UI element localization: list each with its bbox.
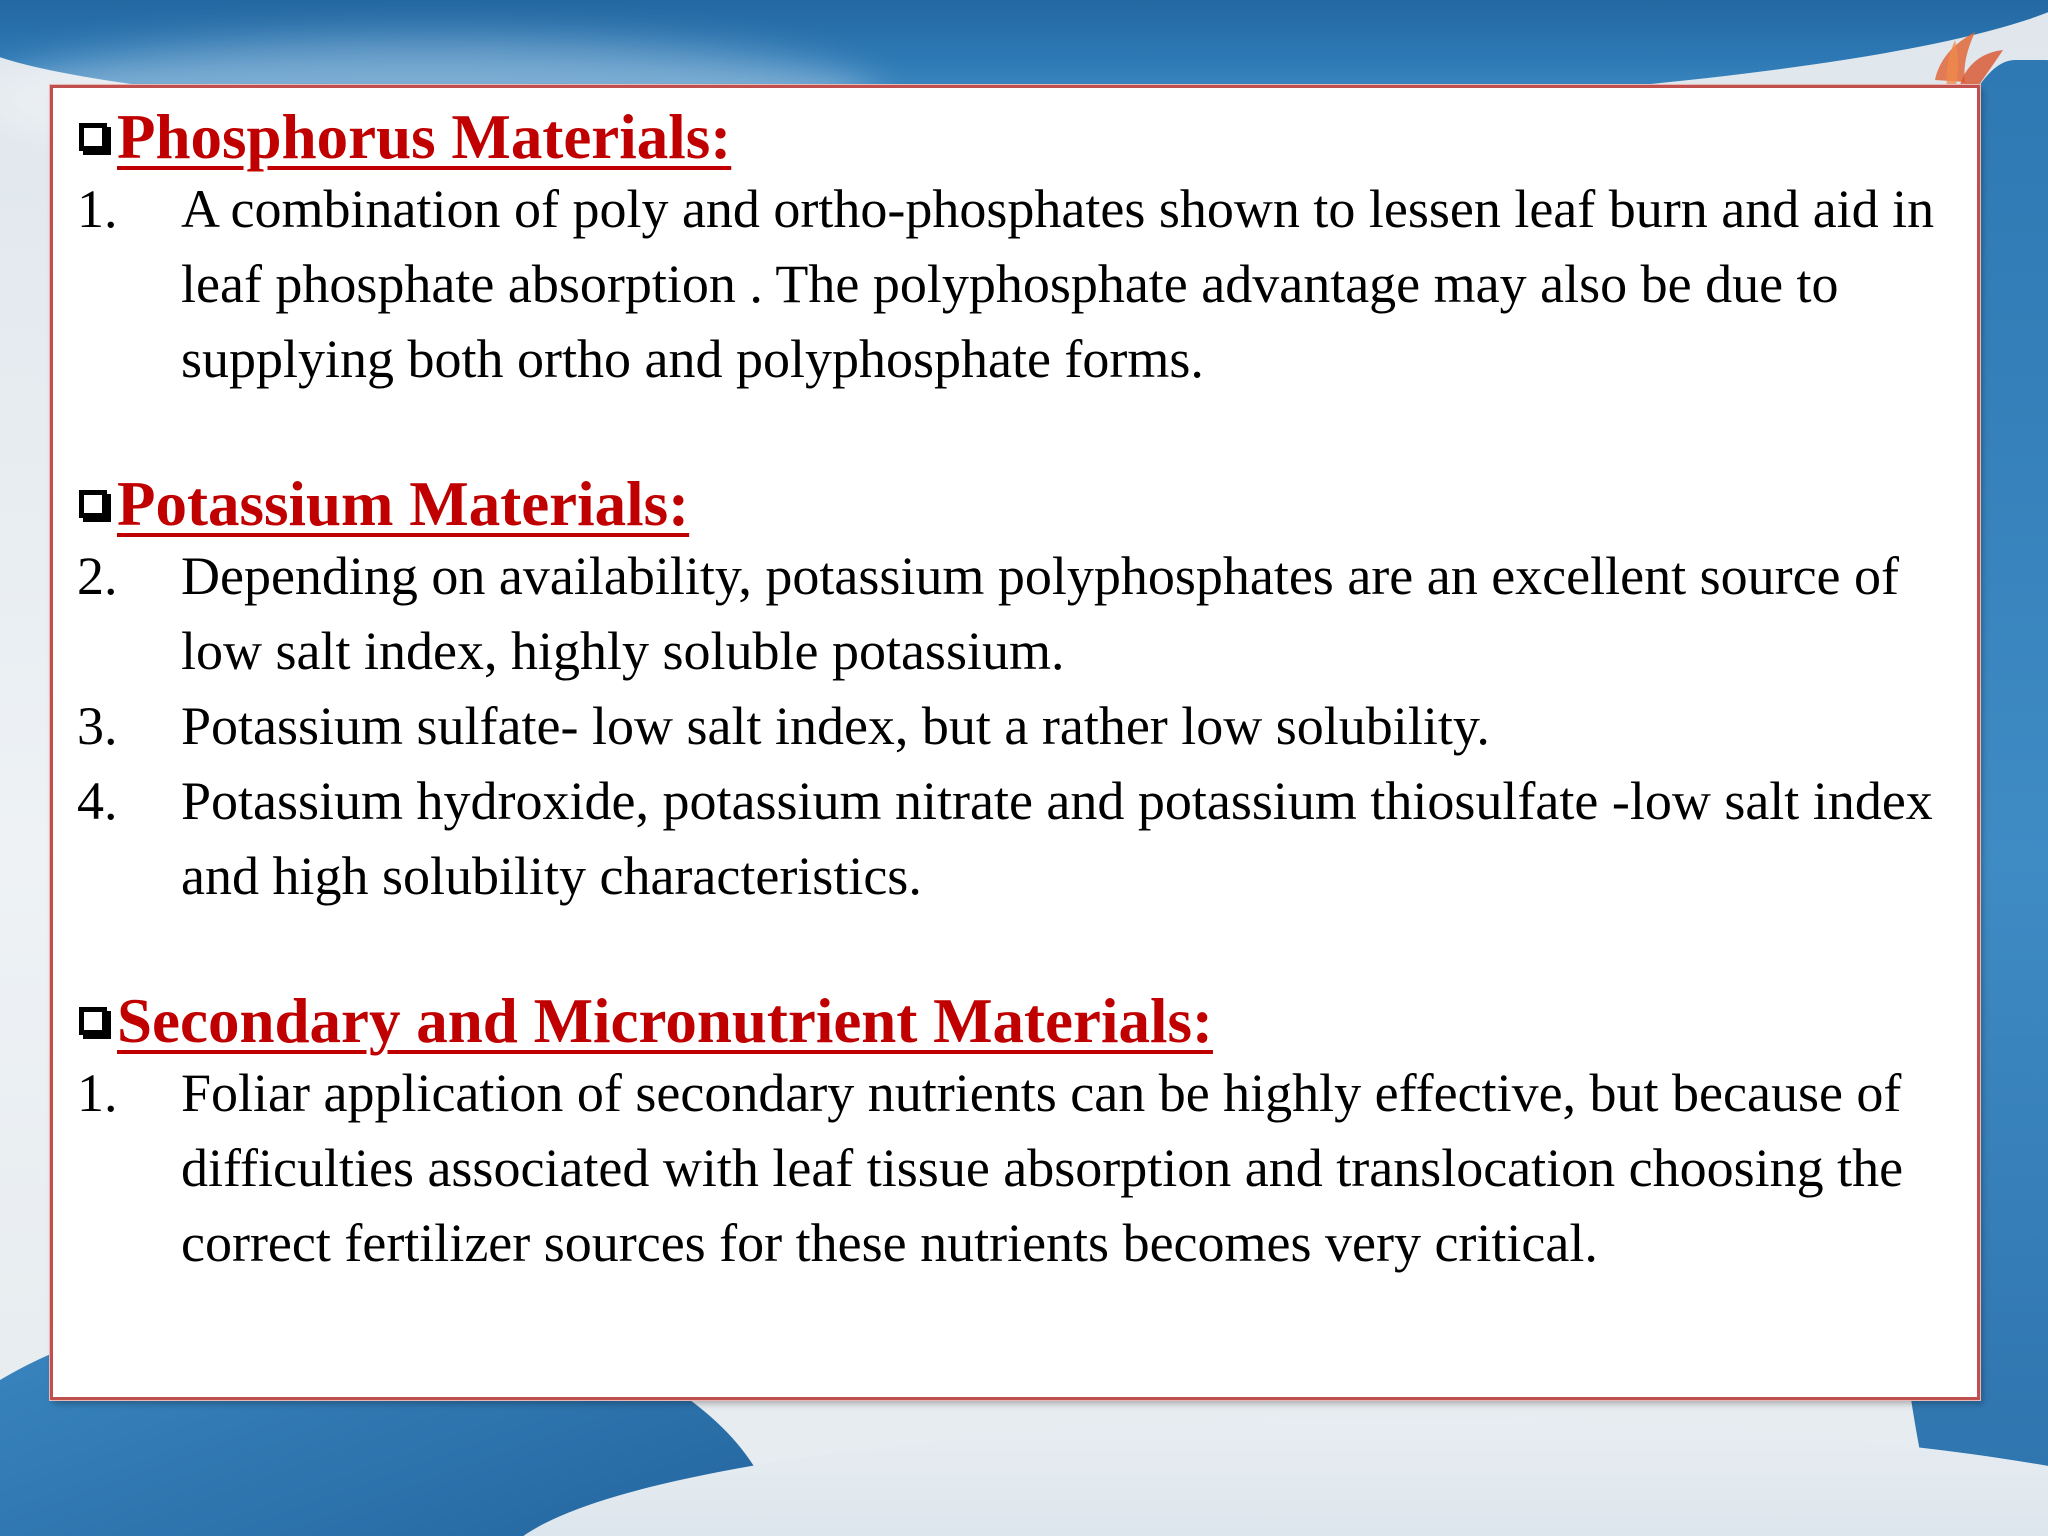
heading-label: Phosphorus Materials: [117, 102, 732, 172]
list-number: 3. [77, 696, 118, 756]
spacer [75, 397, 1965, 469]
list-item [75, 172, 1965, 397]
potassium-list [75, 539, 1965, 914]
checkbox-bullet-icon [79, 1007, 107, 1035]
secondary-micronutrient-list [75, 1056, 1965, 1281]
list-text: Potassium hydroxide, potassium nitrate and potassium thiosulfate -low salt index and high solubility characteristics. [181, 771, 1933, 906]
list-number: 4. [77, 771, 118, 831]
list-number: 2. [77, 546, 118, 606]
section-heading-secondary-micronutrient [75, 986, 1965, 1056]
list-text: A combination of poly and ortho-phosphates shown to lessen leaf burn and aid in leaf phosphate absorption . The polyphosphate advantage may also be due to supplying both ortho and polyphosphate forms. [181, 179, 1935, 389]
list-text: Foliar application of secondary nutrients can be highly effective, but because of difficulties associated with leaf tissue absorption and translocation choosing the correct fertilizer sources for these nutrients becomes very critical. [181, 1063, 1904, 1273]
content-body [75, 102, 1965, 1281]
list-item [75, 1056, 1965, 1281]
section-heading-potassium [75, 469, 1965, 539]
checkbox-bullet-icon [79, 123, 107, 151]
content-box [50, 85, 1980, 1400]
heading-label: Secondary and Micronutrient Materials: [117, 986, 1213, 1056]
list-text: Potassium sulfate- low salt index, but a rather low solubility. [181, 696, 1490, 756]
checkbox-bullet-icon [79, 490, 107, 518]
list-item [75, 689, 1965, 764]
list-number: 1. [77, 179, 118, 239]
list-item [75, 539, 1965, 689]
section-heading-phosphorus [75, 102, 1965, 172]
spacer [75, 914, 1965, 986]
list-item [75, 764, 1965, 914]
phosphorus-list [75, 172, 1965, 397]
list-number: 1. [77, 1063, 118, 1123]
heading-label: Potassium Materials: [117, 469, 690, 539]
list-text: Depending on availability, potassium polyphosphates are an excellent source of low salt index, highly soluble potassium. [181, 546, 1900, 681]
